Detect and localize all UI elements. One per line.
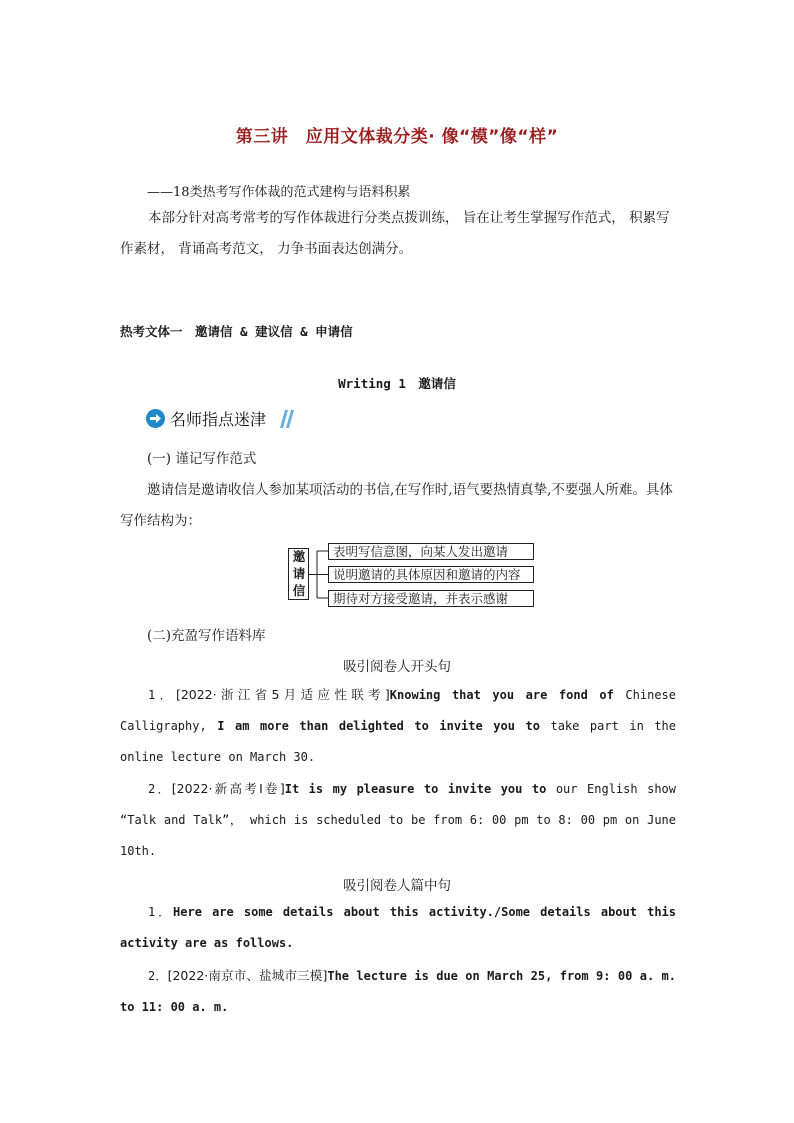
middle-sentences-heading: 吸引阅卷人篇中句	[343, 878, 451, 894]
example-number: 1．	[148, 905, 174, 919]
structure-paragraph: 邀请信是邀请收信人参加某项活动的书信,在写作时,语气要热情真挚,不要强人所难。具体写作结构为：	[120, 482, 673, 529]
example-1	[120, 679, 676, 773]
diagram-branch-3: 期待对方接受邀请，并表示感谢	[328, 590, 534, 607]
key-phrase: Knowing that you are fond of	[389, 688, 614, 702]
example-number: 1．	[148, 688, 176, 702]
intro-paragraph: 本部分针对高考常考的写作体裁进行分类点拨训练， 旨在让考生掌握写作范式， 积累写作素材， 背诵高考范文， 力争书面表达创满分。	[120, 210, 670, 257]
diagram-root-char: 邀	[292, 549, 306, 564]
diagram-branch-2: 说明邀请的具体原因和邀请的内容	[328, 566, 534, 583]
decorative-stripes-icon	[280, 410, 298, 428]
example-source: [2022·浙江省5月适应性联考]	[175, 687, 390, 702]
key-phrase: I am more than delighted to invite you to	[217, 719, 540, 733]
hot-topic-heading: 热考文体一 邀请信 & 建议信 & 申请信	[120, 324, 353, 339]
diagram-root-char: 信	[292, 583, 306, 598]
diagram-root	[289, 548, 309, 599]
example-text: our English show “Talk and Talk”， which is scheduled to be from 6: 00 pm to 8: 00 pm on June 10th.	[120, 782, 676, 858]
section-heading-1: (一) 谨记写作范式	[147, 451, 257, 467]
writing-heading: Writing 1 邀请信	[338, 376, 456, 391]
example-source: [2022·新高考Ⅰ卷]	[171, 781, 285, 796]
right-arrow-icon	[149, 412, 162, 425]
example-number: 2．	[148, 969, 168, 983]
key-phrase: Here are some details about this activity./Some details about this activity are as follows.	[120, 905, 677, 950]
example-4	[120, 960, 676, 1023]
diagram-branch-1: 表明写信意图，向某人发出邀请	[328, 543, 534, 560]
example-number: 2．	[148, 782, 172, 796]
example-2	[120, 773, 676, 867]
opening-sentences-heading: 吸引阅卷人开头句	[343, 659, 451, 675]
key-phrase: It is my pleasure to invite you to	[284, 782, 547, 796]
section-heading-2: (二)充盈写作语料库	[147, 628, 266, 644]
page-title: 第三讲 应用文体裁分类· 像“模”像“样”	[235, 127, 559, 147]
example-3	[120, 897, 676, 959]
banner-label: 名师指点迷津	[170, 410, 267, 429]
example-source: [2022·南京市、盐城市三模]	[167, 968, 328, 983]
example-text: take part in the online lecture on March 30.	[120, 719, 676, 764]
subtitle: ——18类热考写作体裁的范式建构与语料积累	[147, 185, 411, 200]
diagram-root-char: 请	[292, 566, 306, 581]
structure-diagram	[284, 538, 536, 610]
key-phrase: The lecture is due on March 25, from 9: 00 a. m. to 11: 00 a. m.	[120, 969, 677, 1014]
example-text: Chinese Calligraphy,	[120, 688, 676, 733]
